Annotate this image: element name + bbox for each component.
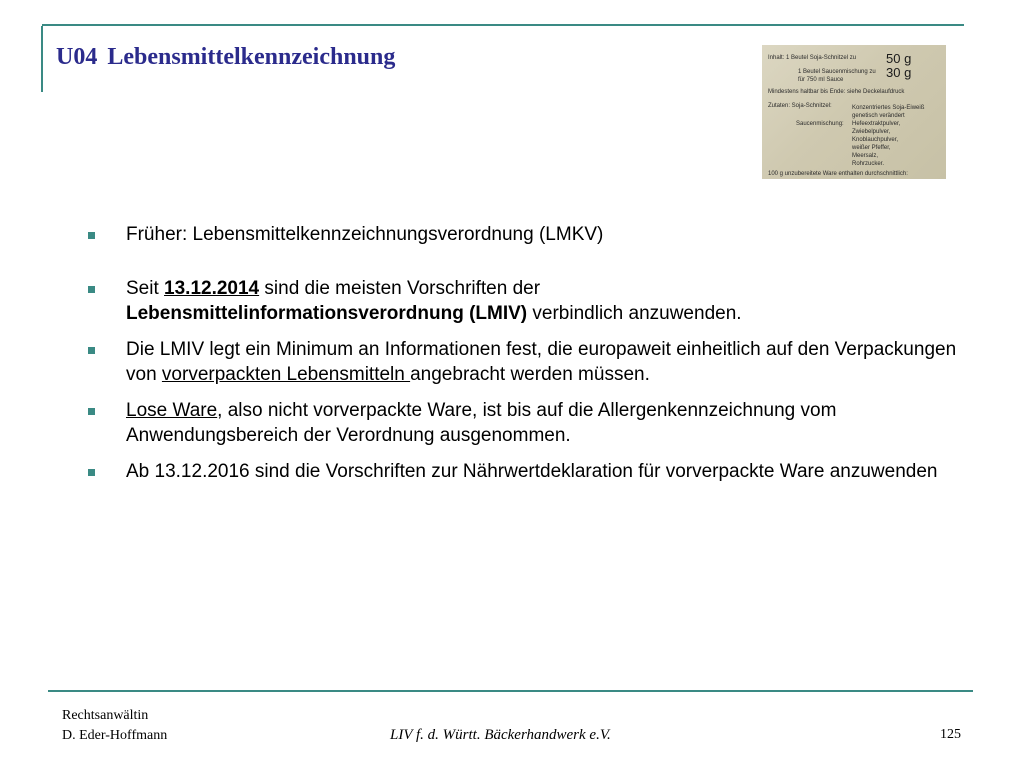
label-line: Konzentriertes Soja-Eiweiß [852, 105, 925, 111]
label-line: für 750 ml Sauce [798, 77, 844, 83]
bottom-divider [48, 690, 973, 692]
footer-organization: LIV f. d. Württ. Bäckerhandwerk e.V. [390, 727, 611, 743]
bullet-item [88, 337, 988, 387]
bullet-text: , also nicht vorverpackte Ware, ist bis auf die Allergenkennzeichnung vom Anwendungsbereich der Verordnung ausgenommen. [126, 400, 837, 446]
bullet-marker [88, 232, 95, 239]
label-weight: 30 g [886, 65, 912, 80]
loose-goods-link[interactable]: Lose Ware [126, 400, 218, 421]
bullet-marker [88, 286, 95, 293]
label-line: Zutaten: Soja-Schnitzel: [768, 103, 832, 109]
slide-code: U04 [56, 44, 98, 70]
bullet-text: Seit [126, 278, 165, 299]
bullet-list [88, 222, 988, 484]
label-weight: 50 g [886, 51, 912, 66]
left-accent-bar [41, 26, 43, 92]
label-line: Zwiebelpulver, [852, 129, 891, 135]
label-line: Hefeextraktpulver, [852, 121, 901, 127]
footer-author [62, 706, 167, 746]
label-line: Rohrzucker. [852, 161, 885, 167]
date-highlight: 13.12.2014 [164, 278, 260, 299]
bullet-text: sind die meisten Vorschriften der [259, 278, 541, 299]
label-line: 100 g unzubereitete Ware enthalten durchschnittlich: [768, 171, 908, 177]
bullet-text: Früher: Lebensmittelkennzeichnungsverordnung (LMKV) [126, 224, 604, 245]
slide-title-text: Lebensmittelkennzeichnung [107, 44, 396, 70]
bullet-text: Die LMIV legt ein Minimum an Informationen fest, die europaweit einheitlich auf den Verpackungen von [126, 339, 957, 385]
bullet-text: verbindlich anzuwenden. [527, 303, 742, 324]
label-line: Mindestens haltbar bis Ende: siehe Deckelaufdruck [768, 89, 905, 95]
label-line: Meersalz, [852, 153, 879, 159]
label-line: weißer Pfeffer, [852, 145, 891, 151]
bullet-item [88, 459, 988, 484]
bullet-item [88, 276, 988, 326]
label-line: Inhalt: 1 Beutel Soja-Schnitzel zu [768, 55, 857, 61]
bullet-marker [88, 408, 95, 415]
top-divider [42, 24, 964, 26]
food-label-image [762, 45, 946, 179]
label-line: Knoblauchpulver, [852, 137, 899, 143]
author-name: D. Eder-Hoffmann [62, 728, 168, 743]
page-number: 125 [940, 727, 961, 742]
prepackaged-food-link[interactable]: vorverpackten Lebensmitteln [161, 364, 411, 385]
label-line: genetisch verändert [852, 113, 905, 119]
bullet-item [88, 398, 988, 448]
bullet-marker [88, 347, 95, 354]
bullet-text: angebracht werden müssen. [410, 364, 650, 385]
label-line: Saucenmischung: [796, 121, 844, 127]
label-line: 1 Beutel Saucenmischung zu [798, 69, 876, 75]
bullet-marker [88, 469, 95, 476]
regulation-name: Lebensmittelinformationsverordnung (LMIV) [126, 303, 528, 324]
slide-title [56, 44, 395, 71]
author-title: Rechtsanwältin [62, 708, 149, 723]
bullet-text: Ab 13.12.2016 sind die Vorschriften zur Nährwertdeklaration für vorverpackte Ware anzuwenden [126, 461, 938, 482]
bullet-item [88, 222, 988, 247]
